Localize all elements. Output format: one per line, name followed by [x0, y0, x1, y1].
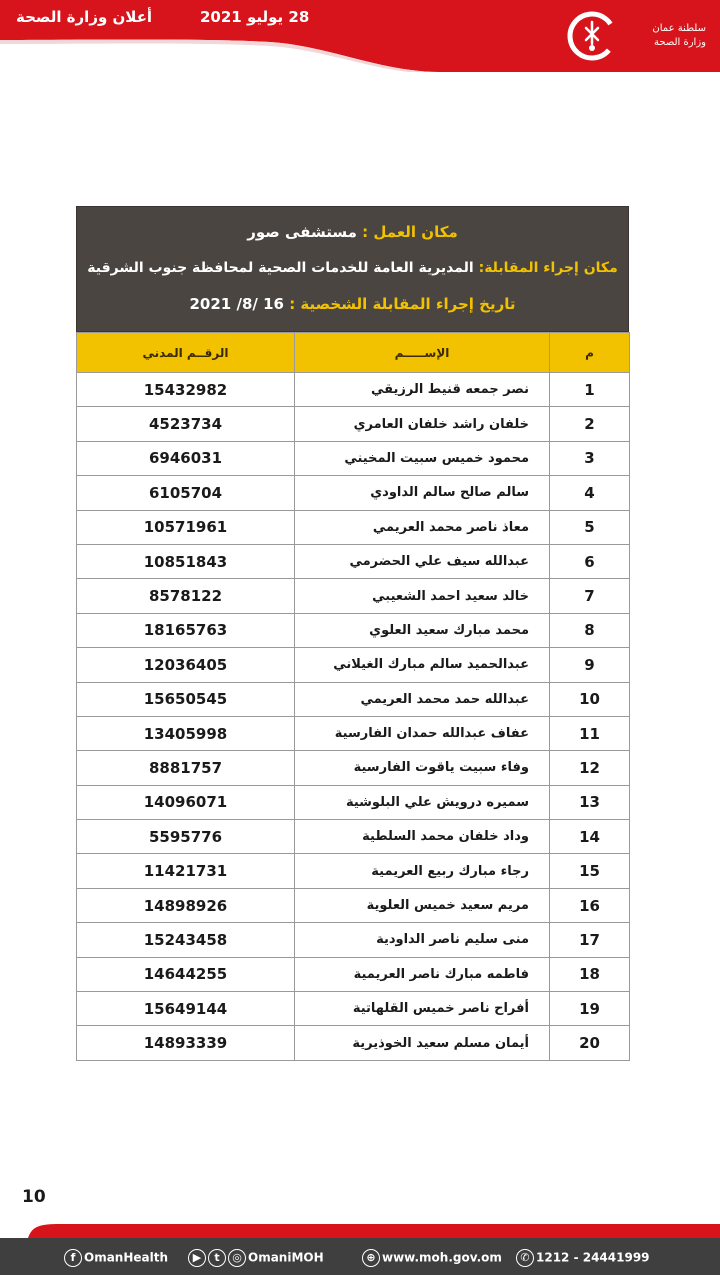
row-civil-id: 10851843	[77, 544, 295, 578]
row-civil-id: 15649144	[77, 992, 295, 1026]
interview-date-value: 16 /8/ 2021	[189, 295, 284, 313]
row-name: محمود خميس سبيت المخيني	[295, 441, 550, 475]
row-name: مريم سعيد خميس العلوية	[295, 888, 550, 922]
row-civil-id: 15432982	[77, 373, 295, 407]
announcement-title: أعلان وزارة الصحة	[16, 8, 153, 26]
table-row	[77, 888, 630, 922]
facebook-icon: f	[64, 1249, 82, 1267]
row-number: 5	[550, 510, 630, 544]
table-row	[77, 785, 630, 819]
row-name: سميره درويش علي البلوشية	[295, 785, 550, 819]
instagram-icon: ◎	[228, 1249, 246, 1267]
table-row	[77, 1026, 630, 1060]
table-row	[77, 992, 630, 1026]
row-name: أيمان مسلم سعيد الخوذيرية	[295, 1026, 550, 1060]
row-civil-id: 11421731	[77, 854, 295, 888]
khanjar-emblem-icon	[566, 10, 618, 62]
ministry-logo	[566, 10, 706, 62]
twitter-icon: t	[208, 1249, 226, 1267]
row-number: 14	[550, 820, 630, 854]
row-number: 1	[550, 373, 630, 407]
table-row	[77, 682, 630, 716]
table-row	[77, 510, 630, 544]
table-row	[77, 854, 630, 888]
row-number: 12	[550, 751, 630, 785]
table-row	[77, 923, 630, 957]
row-number: 6	[550, 544, 630, 578]
footer-red-strip	[0, 1222, 720, 1238]
row-name: وداد خلفان محمد السلطية	[295, 820, 550, 854]
venue-value: المديرية العامة للخدمات الصحية لمحافظة جنوب الشرقية	[87, 260, 474, 276]
logo-line-country: سلطنة عمان	[652, 23, 706, 34]
row-number: 16	[550, 888, 630, 922]
row-civil-id: 10571961	[77, 510, 295, 544]
row-civil-id: 5595776	[77, 820, 295, 854]
candidates-table	[76, 332, 630, 1061]
row-civil-id: 14893339	[77, 1026, 295, 1060]
footer-website[interactable]	[362, 1247, 502, 1267]
row-name: عفاف عبدالله حمدان الفارسية	[295, 716, 550, 750]
row-name: خالد سعيد احمد الشعيبي	[295, 579, 550, 613]
table-header-row	[77, 333, 630, 373]
row-name: عبدالله سيف علي الحضرمي	[295, 544, 550, 578]
table-row	[77, 579, 630, 613]
website-url: www.moh.gov.om	[382, 1250, 502, 1265]
row-name: سالم صالح سالم الداودي	[295, 476, 550, 510]
row-civil-id: 4523734	[77, 407, 295, 441]
row-civil-id: 8881757	[77, 751, 295, 785]
interview-date-line	[77, 295, 628, 313]
table-row	[77, 820, 630, 854]
row-number: 3	[550, 441, 630, 475]
row-number: 8	[550, 613, 630, 647]
footer-social[interactable]	[188, 1247, 324, 1267]
row-number: 20	[550, 1026, 630, 1060]
row-name: أفراح ناصر خميس القلهاتية	[295, 992, 550, 1026]
table-body	[77, 373, 630, 1061]
row-name: رجاء مبارك ربيع العريمية	[295, 854, 550, 888]
footer-facebook[interactable]	[64, 1247, 168, 1267]
workplace-value: مستشفى صور	[247, 223, 357, 241]
row-civil-id: 8578122	[77, 579, 295, 613]
row-civil-id: 6946031	[77, 441, 295, 475]
logo-wordmark	[622, 22, 706, 50]
row-name: عبدالحميد سالم مبارك الغيلاني	[295, 648, 550, 682]
table-row	[77, 407, 630, 441]
row-number: 17	[550, 923, 630, 957]
phone-number: 1212 - 24441999	[536, 1250, 650, 1265]
row-number: 18	[550, 957, 630, 991]
table-row	[77, 716, 630, 750]
row-name: محمد مبارك سعيد العلوي	[295, 613, 550, 647]
row-name: خلفان راشد خلفان العامري	[295, 407, 550, 441]
table-row	[77, 751, 630, 785]
row-name: وفاء سبيت ياقوت الفارسية	[295, 751, 550, 785]
row-civil-id: 14898926	[77, 888, 295, 922]
row-civil-id: 13405998	[77, 716, 295, 750]
youtube-icon: ▶	[188, 1249, 206, 1267]
row-name: عبدالله حمد محمد العريمي	[295, 682, 550, 716]
footer-phone[interactable]	[516, 1247, 650, 1267]
page-number: 10	[22, 1187, 46, 1207]
table-row	[77, 544, 630, 578]
table-row	[77, 373, 630, 407]
row-name: فاطمه مبارك ناصر العريمية	[295, 957, 550, 991]
table-row	[77, 613, 630, 647]
row-number: 7	[550, 579, 630, 613]
web-icon: ⊕	[362, 1249, 380, 1267]
row-civil-id: 15243458	[77, 923, 295, 957]
logo-line-ministry: وزارة الصحة	[654, 37, 706, 48]
table-row	[77, 476, 630, 510]
interview-info-box	[76, 206, 629, 332]
table-row	[77, 441, 630, 475]
announcement-date: 28 يوليو 2021	[200, 8, 310, 26]
footer-bar	[0, 1238, 720, 1275]
row-number: 19	[550, 992, 630, 1026]
row-number: 10	[550, 682, 630, 716]
row-civil-id: 6105704	[77, 476, 295, 510]
row-number: 11	[550, 716, 630, 750]
row-number: 13	[550, 785, 630, 819]
header-civil-id: الرقــم المدني	[77, 333, 295, 373]
interview-date-label: تاريخ إجراء المقابلة الشخصية :	[289, 295, 516, 313]
row-number: 15	[550, 854, 630, 888]
row-civil-id: 15650545	[77, 682, 295, 716]
row-civil-id: 14644255	[77, 957, 295, 991]
row-civil-id: 14096071	[77, 785, 295, 819]
workplace-label: مكان العمل :	[362, 223, 458, 241]
row-name: منى سليم ناصر الداودية	[295, 923, 550, 957]
row-civil-id: 12036405	[77, 648, 295, 682]
venue-line	[77, 260, 628, 276]
phone-icon: ✆	[516, 1249, 534, 1267]
venue-label: مكان إجراء المقابلة:	[478, 260, 618, 276]
table-row	[77, 648, 630, 682]
row-number: 2	[550, 407, 630, 441]
header-band	[0, 0, 720, 72]
table-row	[77, 957, 630, 991]
row-name: نصر جمعه قنيط الرزيقي	[295, 373, 550, 407]
row-civil-id: 18165763	[77, 613, 295, 647]
header-number: م	[550, 333, 630, 373]
row-number: 4	[550, 476, 630, 510]
social-handle: OmaniMOH	[248, 1250, 324, 1265]
row-name: معاذ ناصر محمد العريمي	[295, 510, 550, 544]
workplace-line	[77, 223, 628, 241]
facebook-handle: OmanHealth	[84, 1250, 169, 1265]
row-number: 9	[550, 648, 630, 682]
header-name: الإســـــم	[295, 333, 550, 373]
